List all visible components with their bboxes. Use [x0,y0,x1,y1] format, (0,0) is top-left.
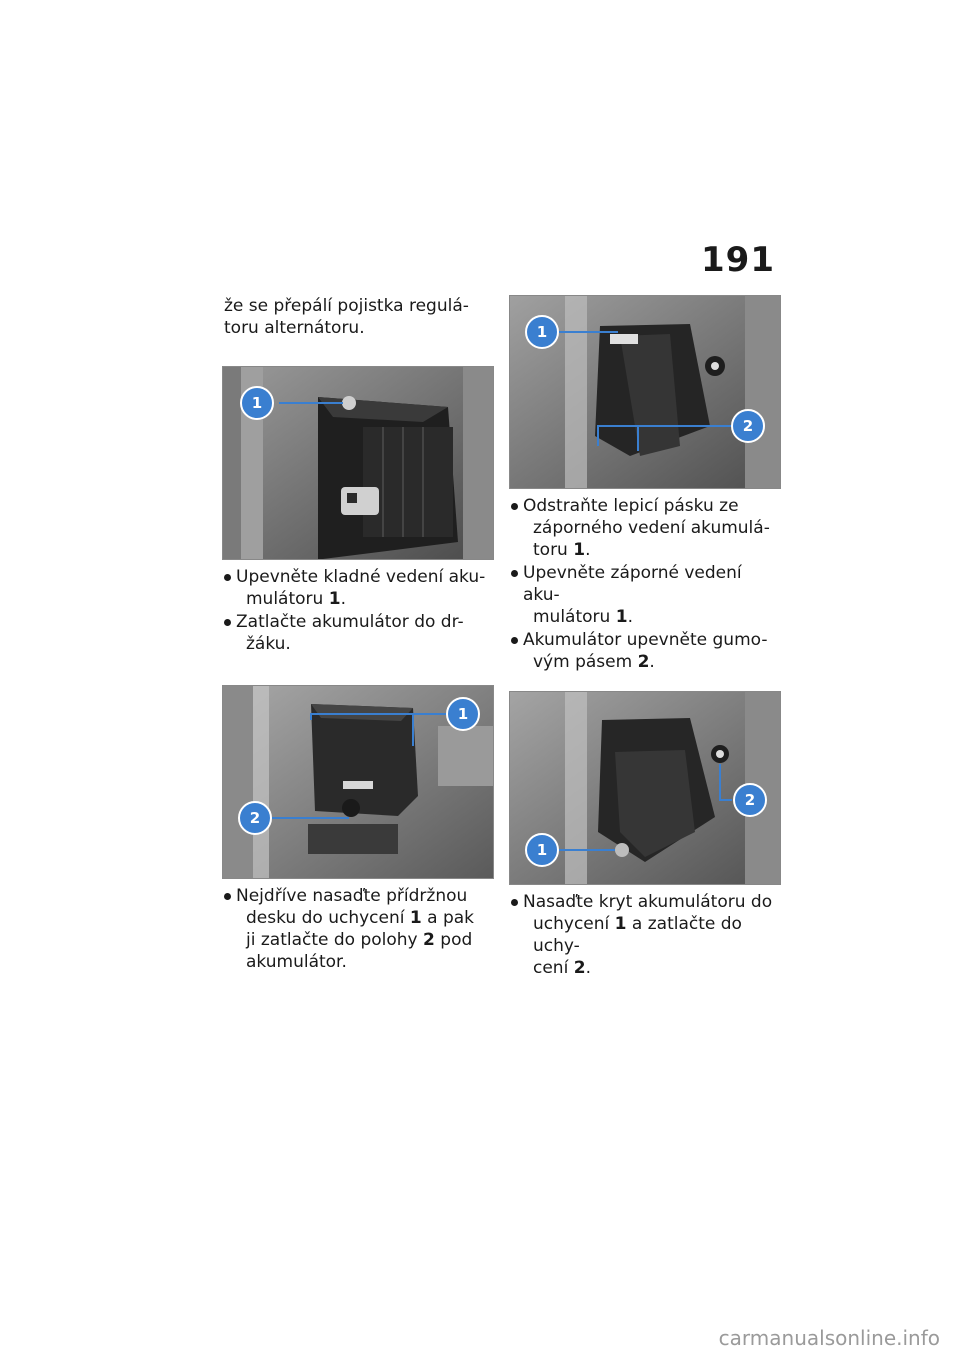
watermark: carmanualsonline.info [718,1326,940,1350]
list-item: Nejdříve nasaďte přídržnou desku do uchycení 1 a pak ji zatlačte do polohy 2 pod akumulátor. [222,885,492,973]
list-item: Upevněte záporné vedení aku- mulátoru 1. [509,562,779,628]
page-number: 191 [701,240,775,280]
intro-line-1: že se přepálí pojistka regulá- [224,296,469,316]
intro-text [224,295,492,339]
intro-line-2: toru alternátoru. [224,318,365,338]
callout-2: 2 [249,809,261,827]
bullet-list-4 [509,891,779,979]
figure-battery-positive [222,366,494,560]
figure-battery-cover [509,691,781,885]
callout-1: 1 [457,705,469,723]
callout-1: 1 [536,841,548,859]
callout-1: 1 [251,394,263,412]
figure-negative-cable [509,295,781,489]
bullet-list-3 [509,495,779,673]
list-item: Zatlačte akumulátor do dr- žáku. [222,611,492,655]
bullet-list-1 [222,566,492,655]
list-item: Upevněte kladné vedení aku- mulátoru 1. [222,566,492,610]
callout-1: 1 [536,323,548,341]
figure-holding-plate [222,685,494,879]
callout-2: 2 [744,791,756,809]
callout-2: 2 [742,417,754,435]
list-item: Akumulátor upevněte gumo- vým pásem 2. [509,629,779,673]
right-column [509,295,779,980]
bullet-list-2 [222,885,492,973]
left-column [222,295,492,974]
list-item: Nasaďte kryt akumulátoru do uchycení 1 a zatlačte do uchy- cení 2. [509,891,779,979]
list-item: Odstraňte lepicí pásku ze záporného vedení akumulá- toru 1. [509,495,779,561]
